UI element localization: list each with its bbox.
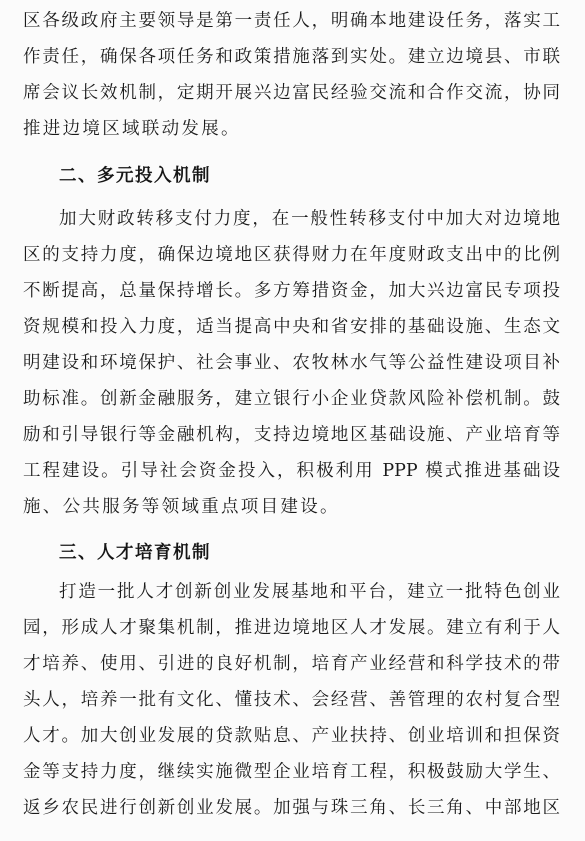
section-heading-3: 三、人才培育机制	[59, 543, 211, 563]
paragraph-3-line-1: 打造一批人才创新创业发展基地和平台，建立一批特色创业	[59, 582, 560, 602]
paragraph-2-line-8: 工程建设。引导社会资金投入，积极利用 PPP 模式推进基础设	[23, 461, 560, 481]
paragraph-3-line-6: 金等支持力度，继续实施微型企业培育工程，积极鼓励大学生、	[23, 762, 560, 782]
paragraph-2-line-5: 明建设和环境保护、社会事业、农牧林水气等公益性建设项目补	[23, 353, 560, 373]
paragraph-1-line-1: 区各级政府主要领导是第一责任人，明确本地建设任务，落实工	[23, 11, 560, 31]
paragraph-1-line-4: 推进边境区域联动发展。	[23, 119, 241, 139]
paragraph-3-line-5: 人才。加大创业发展的贷款贴息、产业扶持、创业培训和担保资	[23, 726, 560, 746]
paragraph-1-line-3: 席会议长效机制，定期开展兴边富民经验交流和合作交流，协同	[23, 83, 560, 103]
paragraph-3-line-7: 返乡农民进行创新创业发展。加强与珠三角、长三角、中部地区	[23, 798, 560, 818]
paragraph-1-line-2: 作责任，确保各项任务和政策措施落到实处。建立边境县、市联	[23, 47, 560, 67]
section-heading-2: 二、多元投入机制	[59, 166, 211, 186]
paragraph-2-line-4: 资规模和投入力度，适当提高中央和省安排的基础设施、生态文	[23, 317, 560, 337]
paragraph-3-line-2: 园，形成人才聚集机制，推进边境地区人才发展。建立有利于人	[23, 618, 560, 638]
paragraph-2-line-6: 助标准。创新金融服务，建立银行小企业贷款风险补偿机制。鼓	[23, 389, 560, 409]
paragraph-2-line-1: 加大财政转移支付力度，在一般性转移支付中加大对边境地	[59, 209, 560, 229]
paragraph-3-line-3: 才培养、使用、引进的良好机制，培育产业经营和科学技术的带	[23, 654, 560, 674]
paragraph-2-line-9: 施、公共服务等领域重点项目建设。	[23, 497, 340, 517]
paragraph-2-line-3: 不断提高，总量保持增长。多方筹措资金，加大兴边富民专项投	[23, 281, 560, 301]
paragraph-2-line-7: 励和引导银行等金融机构，支持边境地区基础设施、产业培育等	[23, 425, 560, 445]
paragraph-2-line-2: 区的支持力度，确保边境地区获得财力在年度财政支出中的比例	[23, 245, 560, 265]
paragraph-3-line-4: 头人，培养一批有文化、懂技术、会经营、善管理的农村复合型	[23, 690, 560, 710]
